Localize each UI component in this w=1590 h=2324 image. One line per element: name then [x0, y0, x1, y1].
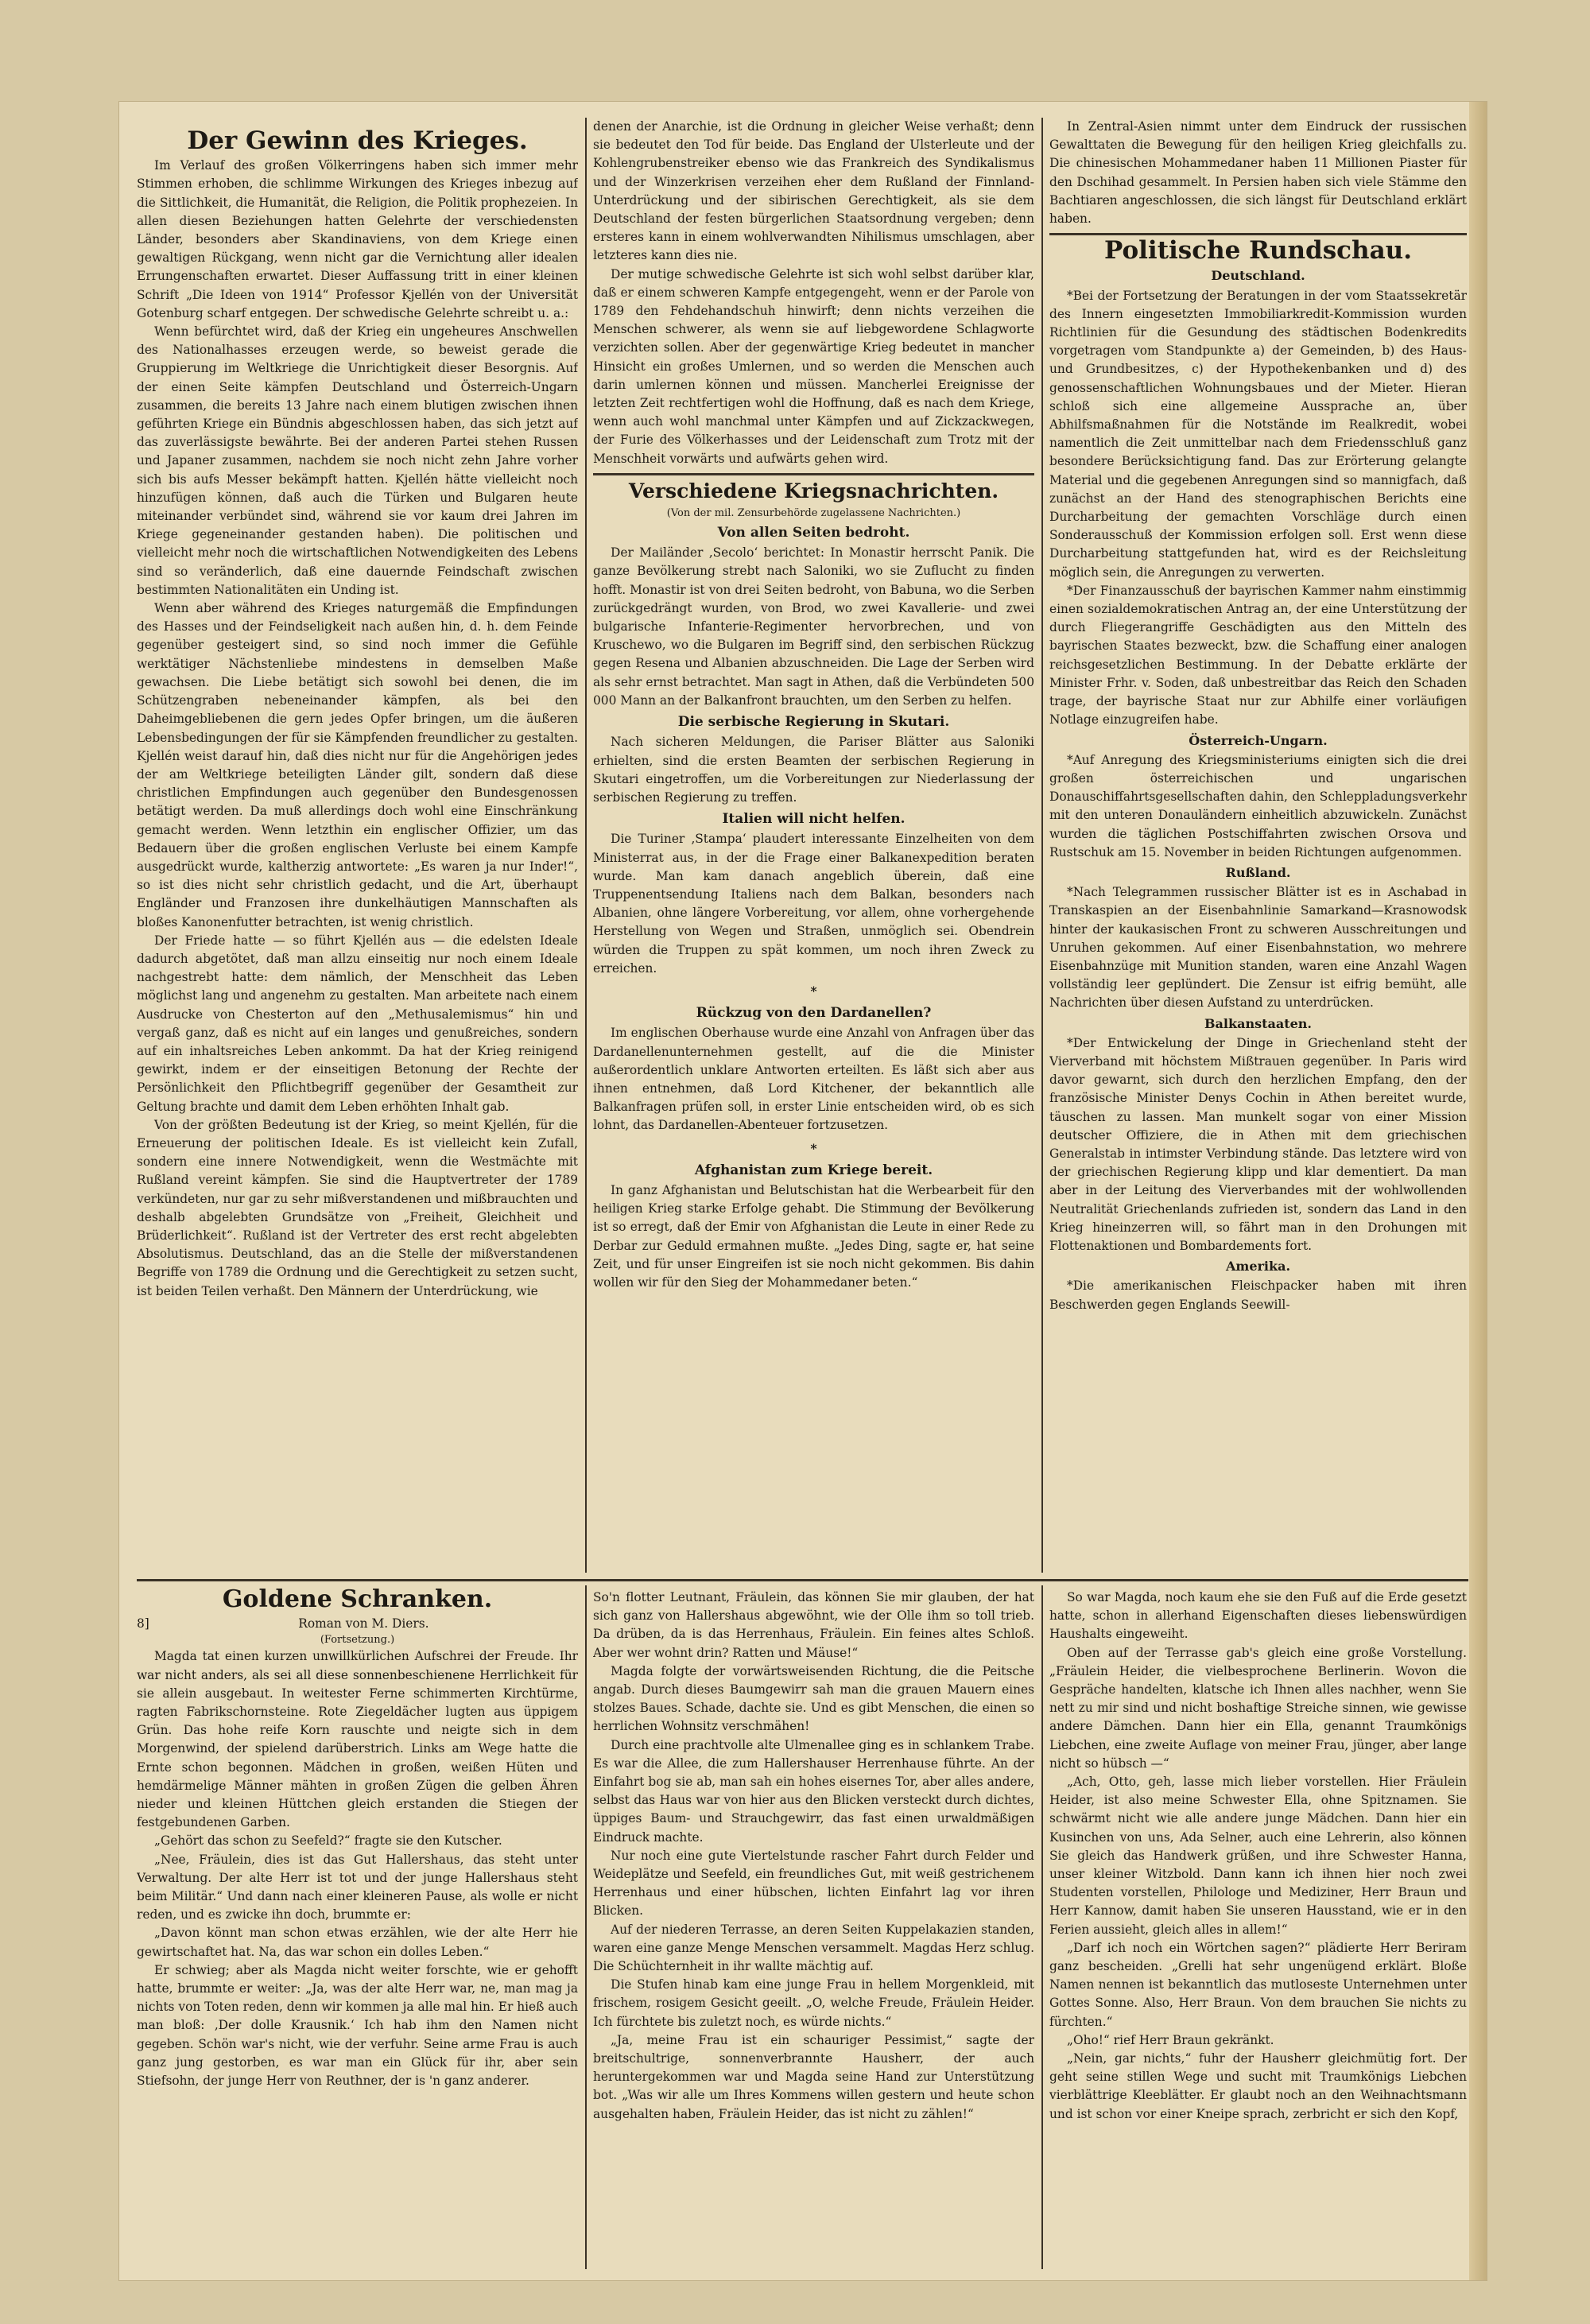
headline-skutari: Die serbische Regierung in Skutari.: [677, 714, 950, 731]
paragraph: Der Mailänder ‚Secolo‘ berichtet: In Monastir herrscht Panik. Die ganze Bevölkerung strebt nach Saloniki, wo sie Zuflucht zu finden hofft. Monastir ist von drei Seiten bedroht, von Babuna, wo die Serben zurückgedrängt wurden, von Brod, wo zwei Kavallerie- und zwei bulgarische Infanterie-Regimenter hervorbrechen, und von Kruschewo, wo die Bulgaren im Begriff sind, den serbischen Rückzug gegen Resena und Albanien abzuschneiden. Die Lage der Serben wird als sehr ernst betrachtet. Man sagt in Athen, daß die Verbündeten 500 000 Mann an der Balkanfront brauchten, um den Serben zu helfen.: [593, 545, 1034, 708]
paragraph: So war Magda, noch kaum ehe sie den Fuß auf die Erde gesetzt hatte, schon in allerhand Eigenschaften dieses liebenswürdigen Haushalts eingeweiht.: [1049, 1590, 1467, 1642]
paragraph: *Nach Telegrammen russischer Blätter ist es in Aschabad in Transkaspien an der Eisenbahnlinie Samarkand—Krasnowodsk hinter der kaukasischen Front zu schweren Ausschreitungen und Unruhen gekommen. Auf einer Eisenbahnstation, wo mehrere Eisenbahnzüge mit Munition standen, waren eine Anzahl Wagen vollständig leer geplündert. Die Zensur ist eifrig bemüht, alle Nachrichten über diesen Aufstand zu unterdrücken.: [1049, 885, 1467, 1011]
paragraph: „Oho!“ rief Herr Braun gekränkt.: [1067, 2032, 1274, 2047]
separator-star: *: [810, 984, 817, 999]
paragraph: *Auf Anregung des Kriegsministeriums einigten sich die drei großen österreichischen und ungarischen Donauschiffahrtsgesellschaften dahin, den Schleppladungsverkehr mit den unteren Donauländern einheitlich abzuwickeln. Zunächst wurden die täglichen Postschiffahrten zwischen Orsova und Rustschuk am 15. November in beiden Richtungen aufgenommen.: [1049, 752, 1467, 859]
novel-column-2: [593, 1589, 1034, 2264]
paragraph: Im Verlauf des großen Völkerringens haben sich immer mehr Stimmen erhoben, die schlimme Wirkungen des Krieges inbezug auf die Sittlichkeit, die Humanität, die Religion, die Politik prophezeien. In allen diesen Beziehungen hatten Gelehrte der verschiedensten Länder, besonders aber Skandinaviens, von dem Kriege einen gewaltigen Rückgang, wenn nicht gar die Vernichtung aller idealen Errungenschaften erwartet. Dieser Auffassung tritt in einer kleinen Schrift „Die Ideen von 1914“ Professor Kjellén von der Universität Gotenburg scharf entgegen. Der schwedische Gelehrte schreibt u. a.:: [137, 158, 578, 320]
novel-byline: Roman von M. Diers.: [298, 1616, 429, 1631]
page-fold-edge: [1469, 102, 1487, 2280]
headline-italien: Italien will nicht helfen.: [722, 811, 906, 828]
column-divider: [585, 118, 587, 1573]
column-divider: [1041, 1585, 1043, 2269]
paragraph: „Gehört das schon zu Seefeld?“ fragte sie den Kutscher.: [154, 1833, 502, 1849]
paragraph: „Darf ich noch ein Wörtchen sagen?“ plädierte Herr Beriram ganz bescheiden. „Grelli hat sehr ungenügend erklärt. Bloße Namen nennen ist bekanntlich das mutloseste Unternehmen unter Gottes Sonne. Also, Herr Braun. Von dem brauchen Sie nichts zu fürchten.“: [1049, 1940, 1467, 2029]
paragraph: Von der größten Bedeutung ist der Krieg, so meint Kjellén, für die Erneuerung der politischen Ideale. Es ist vielleicht kein Zufall, sondern eine innere Notwendigkeit, wenn die Westmächte mit Rußland vereint kämpfen. Sie sind die Hauptvertreter der 1789 verkündeten, nur gar zu sehr mißverstandenen und mißbrauchten und deshalb abgelebten Grundsätze von „Freiheit, Gleichheit und Brüderlichkeit“. Rußland ist der Vertreter des erst recht abgelebten Absolutismus. Deutschland, das an die Stelle der mißverstandenen Begriffe von 1789 die Ordnung und die Gerechtigkeit zu setzen sucht, ist beiden Teilen verhaßt. Den Männern der Unterdrückung, wie: [137, 1117, 578, 1298]
paragraph: *Die amerikanischen Fleischpacker haben mit ihren Beschwerden gegen Englands Seewill-: [1049, 1278, 1467, 1312]
paragraph: „Nee, Fräulein, dies ist das Gut Hallershaus, das steht unter Verwaltung. Der alte Herr ist tot und der junge Hallershaus steht beim Militär.“ Und dann nach einer kleineren Pause, als wolle er nicht reden, und es zwicke ihn doch, brummte er:: [137, 1852, 578, 1922]
paragraph: Magda tat einen kurzen unwillkürlichen Aufschrei der Freude. Ihr war nicht anders, als sei all diese sonnenbeschienene Herrlichkeit für sie allein ausgebaut. In weitester Ferne schimmerten Kirchtürme, ragten Fabrikschornsteine. Rote Ziegeldächer lugten aus üppigem Grün. Das hohe reife Korn rauschte und neigte sich in dem Morgenwind, der spielend darüberstrich. Links am Wege hatte die Ernte schon begonnen. Mädchen in großen, weißen Hüten und hemdärmelige Männer mähten in großen Zügen die gelben Ähren nieder und kleinen Hüttchen gleich erstanden die Stiegen der festgebundenen Garben.: [137, 1649, 578, 1830]
headline-afghanistan: Afghanistan zum Kriege bereit.: [694, 1162, 933, 1178]
paragraph: In ganz Afghanistan und Belutschistan hat die Werbearbeit für den heiligen Krieg starke Erfolge gehabt. Die Stimmung der Bevölkerung ist so erregt, daß der Emir von Afghanistan die Leute in einer Rede zu Derbar zur Geduld ermahnen mußte. „Jedes Ding, sagte er, hat seine Zeit, und für unser Eingreifen ist sie noch nicht gekommen. Bis dahin wollen wir für den Sieg der Mohammedaner beten.“: [593, 1182, 1034, 1290]
paragraph: „Nein, gar nichts,“ fuhr der Hausherr gleichmütig fort. Der geht seine stillen Wege und sucht mit Traumkönigs Liebchen vierblättrige Kleeblätter. Er glaubt noch an den Weihnachtsmann und ist schon vor einer Kneipe sprach, zerbricht er sich den Kopf,: [1049, 2051, 1467, 2121]
paragraph: Nach sicheren Meldungen, die Pariser Blätter aus Saloniki erhielten, sind die ersten Beamten der serbischen Regierung in Skutari eingetroffen, um die Vorbereitungen zur Niederlassung der serbischen Regierung zu treffen.: [593, 735, 1034, 805]
separator-star: *: [810, 1141, 817, 1156]
paragraph: Im englischen Oberhause wurde eine Anzahl von Anfragen über das Dardanellenunternehmen gestellt, auf die die Minister außerordentlich unklare Antworten erteilten. Es läßt sich aber aus ihnen entnehmen, daß Lord Kitchener, der bekanntlich alle Balkanfragen prüfen soll, in erster Linie entscheiden wird, ob es sich lohnt, das Dardanellen-Abenteuer fortzusetzen.: [593, 1026, 1034, 1133]
country-heading-deutschland: Deutschland.: [1211, 268, 1305, 284]
installment-number: 8]: [137, 1616, 149, 1631]
paragraph: *Bei der Fortsetzung der Beratungen in der vom Staatssekretär des Innern eingesetzten Immobiliarkredit-Kommission wurden Richtlinien für die Gesundung des städtischen Bodenkredits vorgetragen vom Standpunkte a) der Gemeinden, b) des Haus- und Grundbesitzes, c) der Hypothekenbanken und d) des genossenschaftlichen Wohnungsbaues und der Mieter. Hieran schloß sich eine allgemeine Aussprache an, über Abhilfsmaßnahmen für die Notstände im Realkredit, wobei namentlich die Zeit unmittelbar nach dem Friedensschluß ganz besondere Berücksichtigung fand. Das zur Erörterung gelangte Material und die gegebenen Anregungen sind so mannigfach, daß zunächst an der Hand des stenographischen Berichts eine Durcharbeitung der gemachten Vorschläge durch einen Sonderausschuß der Kommission erfolgen soll. Erst wenn diese Durcharbeitung stattgefunden hat, wird es der Reichsleitung möglich sein, die Anregungen zu verwerten.: [1049, 288, 1467, 580]
feuilleton-divider: [137, 1579, 1468, 1581]
paragraph: denen der Anarchie, ist die Ordnung in gleicher Weise verhaßt; denn sie bedeutet den Tod für beide. Das England der Ulsterleute und der Kohlengrubenstreiker ebenso wie das Frankreich des Syndikalismus und der Winzerkrisen verzeihen eher dem Rußland der Finnland-Unterdrückung und der sibirischen Gerechtigkeit, als sie dem Deutschland der festen bürgerlichen Staatsordnung vergeben; denn ersteres kann in einem wohlverwandten Nihilismus umschlagen, aber letzteres kann dies nie.: [593, 119, 1034, 263]
column-divider: [1041, 118, 1043, 1573]
article-column-3: [1049, 118, 1467, 1569]
section-rule: [1049, 233, 1467, 235]
paragraph: In Zentral-Asien nimmt unter dem Eindruck der russischen Gewalttaten die Bewegung für den heiligen Krieg gleichfalls zu. Die chinesischen Mohammedaner haben 11 Millionen Piaster für den Dschihad gesammelt. In Persien haben sich viele Stämme den Bachtiaren angeschlossen, die sich längst für Deutschland erklärt haben.: [1049, 119, 1467, 227]
country-heading-balkan: Balkanstaaten.: [1204, 1015, 1312, 1031]
section-title-kriegsnachrichten: Verschiedene Kriegsnachrichten.: [628, 479, 999, 502]
paragraph: Magda folgte der vorwärtsweisenden Richtung, die die Peitsche angab. Durch dieses Baumgewirr sah man die grauen Mauern eines stolzes Baues. Schade, dachte sie. Und es gibt Menschen, die einen so herrlichen Wohnsitz verschmähen!: [593, 1663, 1034, 1734]
country-heading-russland: Rußland.: [1225, 864, 1291, 880]
paragraph: So'n flotter Leutnant, Fräulein, das können Sie mir glauben, der hat sich ganz von Hallershaus abgewöhnt, wie der Olle ihm so toll trieb. Da drüben, da is das Herrenhaus, Fräulein. Ein feines altes Schloß. Aber wer wohnt drin? Ratten und Mäuse!“: [593, 1590, 1034, 1660]
censor-note: (Von der mil. Zensurbehörde zugelassene Nachrichten.): [666, 507, 961, 520]
paragraph: *Der Entwickelung der Dinge in Griechenland steht der Vierverband mit höchstem Mißtrauen gegenüber. In Paris wird davor gewarnt, sich durch den herzlichen Empfang, den der französische Minister Denys Cochin in Athen bereitet wurde, täuschen zu lassen. Man munkelt sogar von einer Mission deutscher Offiziere, die in Athen mit dem griechischen Generalstab in intimster Verbindung stände. Das letztere wird von der griechischen Regierung klipp und klar dementiert. Da man aber in der Leitung des Vierverbandes mit der wohlwollenden Neutralität Griechenlands zufrieden ist, sondern das Land in den Krieg hineinzerren will, so fährt man in den Drohungen mit Flottenaktionen und Bombardements fort.: [1049, 1035, 1467, 1253]
article-title-gewinn: Der Gewinn des Krieges.: [187, 126, 528, 155]
paragraph: Nur noch eine gute Viertelstunde rascher Fahrt durch Felder und Weideplätze und Seefeld, ein freundliches Gut, mit weiß gestrichenem Herrenhaus und einer hübschen, lichten Einfahrt lag vor ihren Blicken.: [593, 1848, 1034, 1919]
country-heading-oesterreich: Österreich-Ungarn.: [1189, 732, 1328, 748]
headline-seiten: Von allen Seiten bedroht.: [717, 525, 910, 541]
paragraph: „Ja, meine Frau ist ein schauriger Pessimist,“ sagte der breitschultrige, sonnenverbrannte Hausherr, der auch heruntergekommen war und Magda seine Hand zur Unterstützung bot. „Was wir alle um Ihres Kommens willen gestern und heute schon ausgehalten haben, Fräulein Heider, das ist nicht zu zählen!“: [593, 2032, 1034, 2121]
paragraph: Der Friede hatte — so führt Kjellén aus — die edelsten Ideale dadurch abgetötet, daß man allzu einseitig nur noch einem Ideale nachgestrebt hatte: dem nämlich, der Menschheit das Leben möglichst lang und angenehm zu gestalten. Man arbeitete nach einem Ausdrucke von Chesterton auf den „Methusalemismus“ hin und vergaß ganz, daß es nicht auf ein langes und genußreiches, sondern auf ein inhaltsreiches Leben ankommt. Da hat der Krieg reinigend gewirkt, indem er der einseitigen Betonung der Rechte der Persönlichkeit den Pflichtbegriff gegenüber der Gesamtheit zur Geltung brachte und damit dem Leben erhöhten Inhalt gab.: [137, 933, 578, 1114]
newspaper-page: [119, 102, 1487, 2280]
novel-column-3: [1049, 1589, 1467, 2264]
article-column-1: [137, 126, 578, 1569]
column-divider: [585, 1585, 587, 2269]
paragraph: Der mutige schwedische Gelehrte ist sich wohl selbst darüber klar, daß er einem schweren Kampfe entgegengeht, wenn er der Parole von 1789 den Fehdehandschuh hinwirft; denn nichts verzeihen die Menschen schwerer, als wenn sie auf liebgewordene Schlagworte verzichten sollen. Aber der gegenwärtige Krieg bedeutet in mancher Hinsicht ein großes Umlernen, und so werden die Menschen auch darin umlernen können und müssen. Mancherlei Ereignisse der letzten Zeit rechtfertigen wohl die Hoffnung, daß es nach dem Kriege, wenn auch wohl manchmal unter Kämpfen und auf Zickzackwegen, der Furie des Völkerhasses und der Leidenschaft zum Trotz mit der Menschheit vorwärts und aufwärts gehen wird.: [593, 266, 1034, 466]
article-column-2: [593, 118, 1034, 1569]
novel-byline-row: [137, 1615, 578, 1633]
paragraph: Die Turiner ‚Stampa‘ plaudert interessante Einzelheiten von dem Ministerrat aus, in der die Frage einer Balkanexpedition beraten wurde. Man kam danach angeblich überein, daß eine Truppenentsendung Italiens nach dem Balkan, besonders nach Albanien, ohne längere Vorbereitung, vor allem, ohne vorhergehende Herstellung von Wegen und Straßen, unmöglich sei. Obendrein würden die Truppen zu spät kommen, um noch ihren Zweck zu erreichen.: [593, 832, 1034, 976]
paragraph: *Der Finanzausschuß der bayrischen Kammer nahm einstimmig einen sozialdemokratischen Antrag an, der eine Unterstützung der durch Fliegerangriffe Geschädigten aus den Mitteln des bayrischen Staates bezweckt, bzw. die Schaffung einer analogen reichsgesetzlichen Bestimmung. In der Debatte erklärte der Minister Frhr. v. Soden, daß unbestreitbar das Reich den Schaden trage, der bayrische Staat nur zur Abhilfe einer vorläufigen Notlage einzugreifen habe.: [1049, 583, 1467, 727]
paragraph: „Davon könnt man schon etwas erzählen, wie der alte Herr hie gewirtschaftet hat. Na, das war schon ein dolles Leben.“: [137, 1926, 578, 1959]
paragraph: „Ach, Otto, geh, lasse mich lieber vorstellen. Hier Fräulein Heider, ist also meine Schwester Ella, ohne Spitznamen. Sie schwärmt nicht wie alle andere junge Mädchen. Dann hier ein Kusinchen von uns, Ada Selner, auch eine Lehrerin, also können Sie gleich das Handwerk grüßen, und ihre Schwester Hanna, unser kleiner Witzbold. Dann kann ich ihnen hier noch zwei Studenten vorstellen, Philologe und Mediziner, Herr Braun und Herr Kannow, damit haben Sie unseren Hausstand, wie er in den Ferien aussieht, gleich alles in allem!“: [1049, 1775, 1467, 1937]
paragraph: Auf der niederen Terrasse, an deren Seiten Kuppelakazien standen, waren eine ganze Menge Menschen versammelt. Magdas Herz schlug. Die Schüchternheit in ihr wallte mächtig auf.: [593, 1922, 1034, 1974]
country-heading-amerika: Amerika.: [1225, 1259, 1291, 1275]
continuation-note: (Fortsetzung.): [320, 1634, 395, 1647]
section-rule: [593, 473, 1034, 475]
paragraph: Wenn befürchtet wird, daß der Krieg ein ungeheures Anschwellen des Nationalhasses erzeugen werde, so beweist gerade die Gruppierung im Weltkriege die Unrichtigkeit dieser Besorgnis. Auf der einen Seite kämpfen Deutschland und Österreich-Ungarn zusammen, die bereits 13 Jahre nach einem blutigen zwischen ihnen geführten Kriege ein Bündnis abgeschlossen haben, das sich jetzt auf das zuverlässigste bewährte. Bei der anderen Partei stehen Russen und Japaner zusammen, nachdem sie noch nicht zehn Jahre vorher sich bis aufs Messer bekämpft hatten. Kjellén hätte vielleicht noch hinzufügen können, daß auch die Türken und Bulgaren heute miteinander verbündet sind, während sie vor kaum drei Jahren im Kriege gegeneinander gestanden haben). Die politischen und vielleicht mehr noch die wirtschaftlichen Notwendigkeiten des Lebens sind so veränderlich, daß eine dauernde Feindschaft zwischen bestimmten Nationalitäten ein Unding ist.: [137, 324, 578, 597]
paragraph: Er schwieg; aber als Magda nicht weiter forschte, wie er gehofft hatte, brummte er weiter: „Ja, was der alte Herr war, ne, man mag ja nichts von Toten reden, denn wir kommen ja alle mal hin. Er hieß auch man bloß: ‚Der dolle Krausnik.‘ Ich hab ihm den Namen nicht gegeben. Schön war's nicht, wie der verfuhr. Seine arme Frau is auch ganz jung gestorben, es war man ein Glück für ihr, aber sein Stiefsohn, der junge Herr von Reuthner, der is 'n ganz anderer.: [137, 1962, 578, 2089]
paragraph: Die Stufen hinab kam eine junge Frau in hellem Morgenkleid, mit frischem, rosigem Gesicht geeilt. „O, welche Freude, Fräulein Heider. Ich fürchtete bis zuletzt noch, es würde nichts.“: [593, 1977, 1034, 2029]
section-title-rundschau: Politische Rundschau.: [1104, 236, 1412, 266]
paragraph: Oben auf der Terrasse gab's gleich eine große Vorstellung. „Fräulein Heider, die vielbesprochene Berlinerin. Wovon die Gespräche handelten, klatsche ich Ihnen alles nachher, wenn Sie nett zu mir sind und nicht boshaftige Streiche sinnen, wie gewisse andere Dämchen. Dann hier ein Ella, genannt Traumkönigs Liebchen, eine zweite Auflage von meiner Frau, jünger, aber lange nicht so hübsch —“: [1049, 1645, 1467, 1771]
novel-column-1: [137, 1589, 578, 2264]
paragraph: Durch eine prachtvolle alte Ulmenallee ging es in schlankem Trabe. Es war die Allee, die zum Hallershauser Herrenhause führte. An der Einfahrt bog sie ab, man sah ein hohes eisernes Tor, aber alles andere, selbst das Haus war von hier aus den Blicken versteckt durch dichtes, üppiges Baum- und Strauchgewirr, das fast einen urwaldmäßigen Eindruck machte.: [593, 1737, 1034, 1845]
paragraph: Wenn aber während des Krieges naturgemäß die Empfindungen des Hasses und der Feindseligkeit nach außen hin, d. h. dem Feinde gegenüber gesteigert sind, so sind noch immer die Gefühle werktätiger Nächstenliebe mindestens in demselben Maße gewachsen. Die Liebe betätigt sich sowohl bei denen, die im Schützengraben nebeneinander kämpfen, als bei den Daheimgebliebenen die gern jedes Opfer bringen, um die äußeren Lebensbedingungen der für sie Kämpfenden freundlicher zu gestalten. Kjellén weist darauf hin, daß dies nicht nur für die Angehörigen jedes der am Weltkriege beteiligten Länder gilt, sondern daß diese christlichen Empfindungen auch gegenüber den Bundesgenossen betätigt werden. Da muß allerdings doch wohl eine Einschränkung gemacht werden. Wenn letzthin ein englischer Offizier, um das Bedauern über die großen englischen Verluste bei einem Kampfe ausgedrückt wurde, kaltherzig antwortete: „Es waren ja nur Inder!“, so ist dies nicht sehr christlich gedacht, und die Art, überhaupt Engländer und Franzosen ihre dunkelhäutigen Mannschaften als bloßes Kanonenfutter betrachten, ist wenig christlich.: [137, 601, 578, 929]
novel-title: Goldene Schranken.: [222, 1589, 493, 1613]
headline-dardanellen: Rückzug von den Dardanellen?: [696, 1005, 932, 1022]
